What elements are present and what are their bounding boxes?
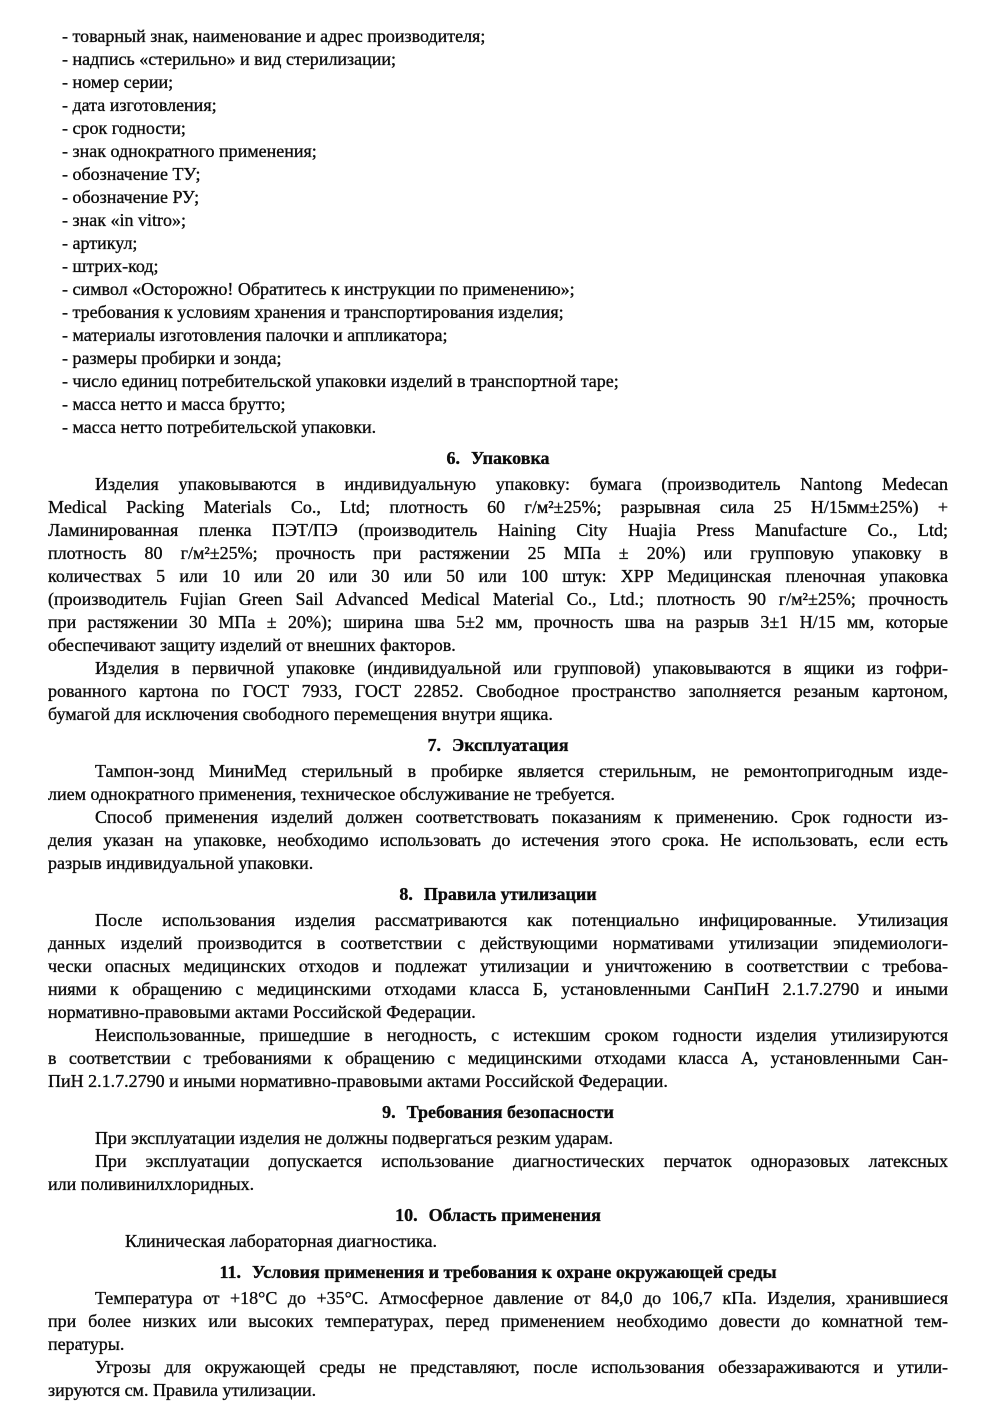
section-number: 6.	[446, 448, 460, 468]
paragraph-line: Способ применения изделий должен соответствовать показаниям к применению. Срок годности из-	[95, 807, 948, 827]
section-number: 11.	[219, 1262, 241, 1282]
list-item: - масса нетто потребительской упаковки.	[62, 417, 377, 437]
paragraph-line: данных изделий производится в соответствии с действующими нормативами утилизации эпидемиологи-	[48, 933, 948, 953]
paragraph-line: обеспечивают защиту изделий от внешних факторов.	[48, 635, 456, 655]
paragraph-line: Тампон-зонд МиниМед стерильный в пробирке является стерильным, не ремонтопригодным изде-	[95, 761, 948, 781]
list-item: - срок годности;	[62, 118, 186, 138]
list-item: - масса нетто и масса брутто;	[62, 394, 286, 414]
list-item: - число единиц потребительской упаковки изделий в транспортной таре;	[62, 371, 619, 391]
paragraph-line: зируются см. Правила утилизации.	[48, 1380, 317, 1400]
paragraph-line: лием однократного применения, техническое обслуживание не требуется.	[48, 784, 615, 804]
paragraph-line: Клиническая лабораторная диагностика.	[125, 1231, 437, 1251]
paragraph-line: нормативно-правовыми актами Российской Федерации.	[48, 1002, 476, 1022]
list-item: - обозначение ТУ;	[62, 164, 201, 184]
section-heading	[48, 883, 948, 906]
paragraph-line: при растяжении 30 МПа ± 20%); ширина шва 5±2 мм, прочность шва на разрыв 3±1 Н/15 мм, которые	[48, 612, 948, 632]
paragraph-line: при более низких или высоких температурах, перед применением необходимо довести до комнатной тем-	[48, 1311, 948, 1331]
section-heading	[48, 1204, 948, 1227]
section-title: Упаковка	[470, 448, 550, 468]
list-item: - знак однократного применения;	[62, 141, 317, 161]
paragraph-line: Угрозы для окружающей среды не представляют, после использования обеззараживаются и утили-	[95, 1357, 948, 1377]
section-number: 7.	[427, 735, 442, 755]
paragraph-line: ПиН 2.1.7.2790 и иными нормативно-правовыми актами Российской Федерации.	[48, 1071, 668, 1091]
list-item: - размеры пробирки и зонда;	[62, 348, 282, 368]
list-item: - номер серии;	[62, 72, 174, 92]
label-list	[48, 25, 948, 439]
list-item: - надпись «стерильно» и вид стерилизации;	[62, 49, 397, 69]
section-title: Эксплуатация	[452, 735, 569, 755]
section-title: Область применения	[428, 1205, 601, 1225]
paragraph-line: (производитель Fujian Green Sail Advanced Medical Material Co., Ltd.; плотность 90 г/м²±25%; прочность	[48, 589, 948, 609]
paragraph-line: рованного картона по ГОСТ 7933, ГОСТ 22852. Свободное пространство заполняется резаным картоном,	[48, 681, 948, 701]
list-item: - материалы изготовления палочки и аппликатора;	[62, 325, 448, 345]
paragraph-line: или поливинилхлоридных.	[48, 1174, 255, 1194]
list-item: - дата изготовления;	[62, 95, 217, 115]
section-number: 8.	[399, 884, 413, 904]
list-item: - обозначение РУ;	[62, 187, 200, 207]
paragraph-line: разрыв индивидуальной упаковки.	[48, 853, 314, 873]
section-number: 10.	[395, 1205, 418, 1225]
list-item: - знак «in vitro»;	[62, 210, 186, 230]
section-number: 9.	[382, 1102, 396, 1122]
section-title: Условия применения и требования к охране окружающей среды	[252, 1262, 777, 1282]
paragraph-line: При эксплуатации допускается использование диагностических перчаток одноразовых латексных	[95, 1151, 948, 1171]
list-item: - штрих-код;	[62, 256, 159, 276]
paragraph-line: пературы.	[48, 1334, 125, 1354]
list-item: - артикул;	[62, 233, 138, 253]
paragraph-line: После использования изделия рассматриваются как потенциально инфицированные. Утилизация	[95, 910, 948, 930]
section-heading	[48, 1261, 948, 1284]
paragraph-line: количествах 5 или 10 или 20 или 30 или 50 или 100 штук: XPP Медицинская пленочная упаковка	[48, 566, 948, 586]
paragraph-line: Ламинированная пленка ПЭТ/ПЭ (производитель Haining City Huajia Press Manufacture Co., Ltd;	[48, 520, 948, 540]
paragraph-line: Температура от +18°С до +35°С. Атмосферное давление от 84,0 до 106,7 кПа. Изделия, хранившиеся	[95, 1288, 948, 1308]
section-title: Требования безопасности	[406, 1102, 614, 1122]
list-item: - товарный знак, наименование и адрес производителя;	[62, 26, 486, 46]
section-title: Правила утилизации	[423, 884, 597, 904]
paragraph-line: При эксплуатации изделия не должны подвергаться резким ударам.	[95, 1128, 614, 1148]
section-heading	[48, 1101, 948, 1124]
paragraph-line: делия указан на упаковке, необходимо использовать до истечения этого срока. Не использовать, если есть	[48, 830, 948, 850]
paragraph-line: чески опасных медицинских отходов и подлежат утилизации и уничтожению в соответствии с требова-	[48, 956, 948, 976]
section-heading	[48, 734, 948, 757]
list-item: - символ «Осторожно! Обратитесь к инструкции по применению»;	[62, 279, 575, 299]
section-heading	[48, 447, 948, 470]
paragraph-line: бумагой для исключения свободного перемещения внутри ящика.	[48, 704, 553, 724]
paragraph-line: в соответствии с требованиями к обращению с медицинскими отходами класса А, установленными Сан-	[48, 1048, 948, 1068]
paragraph-line: плотность 80 г/м²±25%; прочность при растяжении 25 МПа ± 20%) или групповую упаковку в	[48, 543, 948, 563]
sections-container	[48, 447, 948, 1402]
paragraph-line: Неиспользованные, пришедшие в негодность, с истекшим сроком годности изделия утилизируются	[95, 1025, 948, 1045]
list-item: - требования к условиям хранения и транспортирования изделия;	[62, 302, 564, 322]
paragraph-line: Изделия упаковываются в индивидуальную упаковку: бумага (производитель Nantong Medecan	[95, 474, 948, 494]
paragraph-line: Medical Packing Materials Co., Ltd; плотность 60 г/м²±25%; разрывная сила 25 Н/15мм±25%) +	[48, 497, 948, 517]
paragraph-line: ниями к обращению с медицинскими отходами класса Б, установленными СанПиН 2.1.7.2790 и иными	[48, 979, 948, 999]
paragraph-line: Изделия в первичной упаковке (индивидуальной или групповой) упаковываются в ящики из гофри-	[95, 658, 948, 678]
